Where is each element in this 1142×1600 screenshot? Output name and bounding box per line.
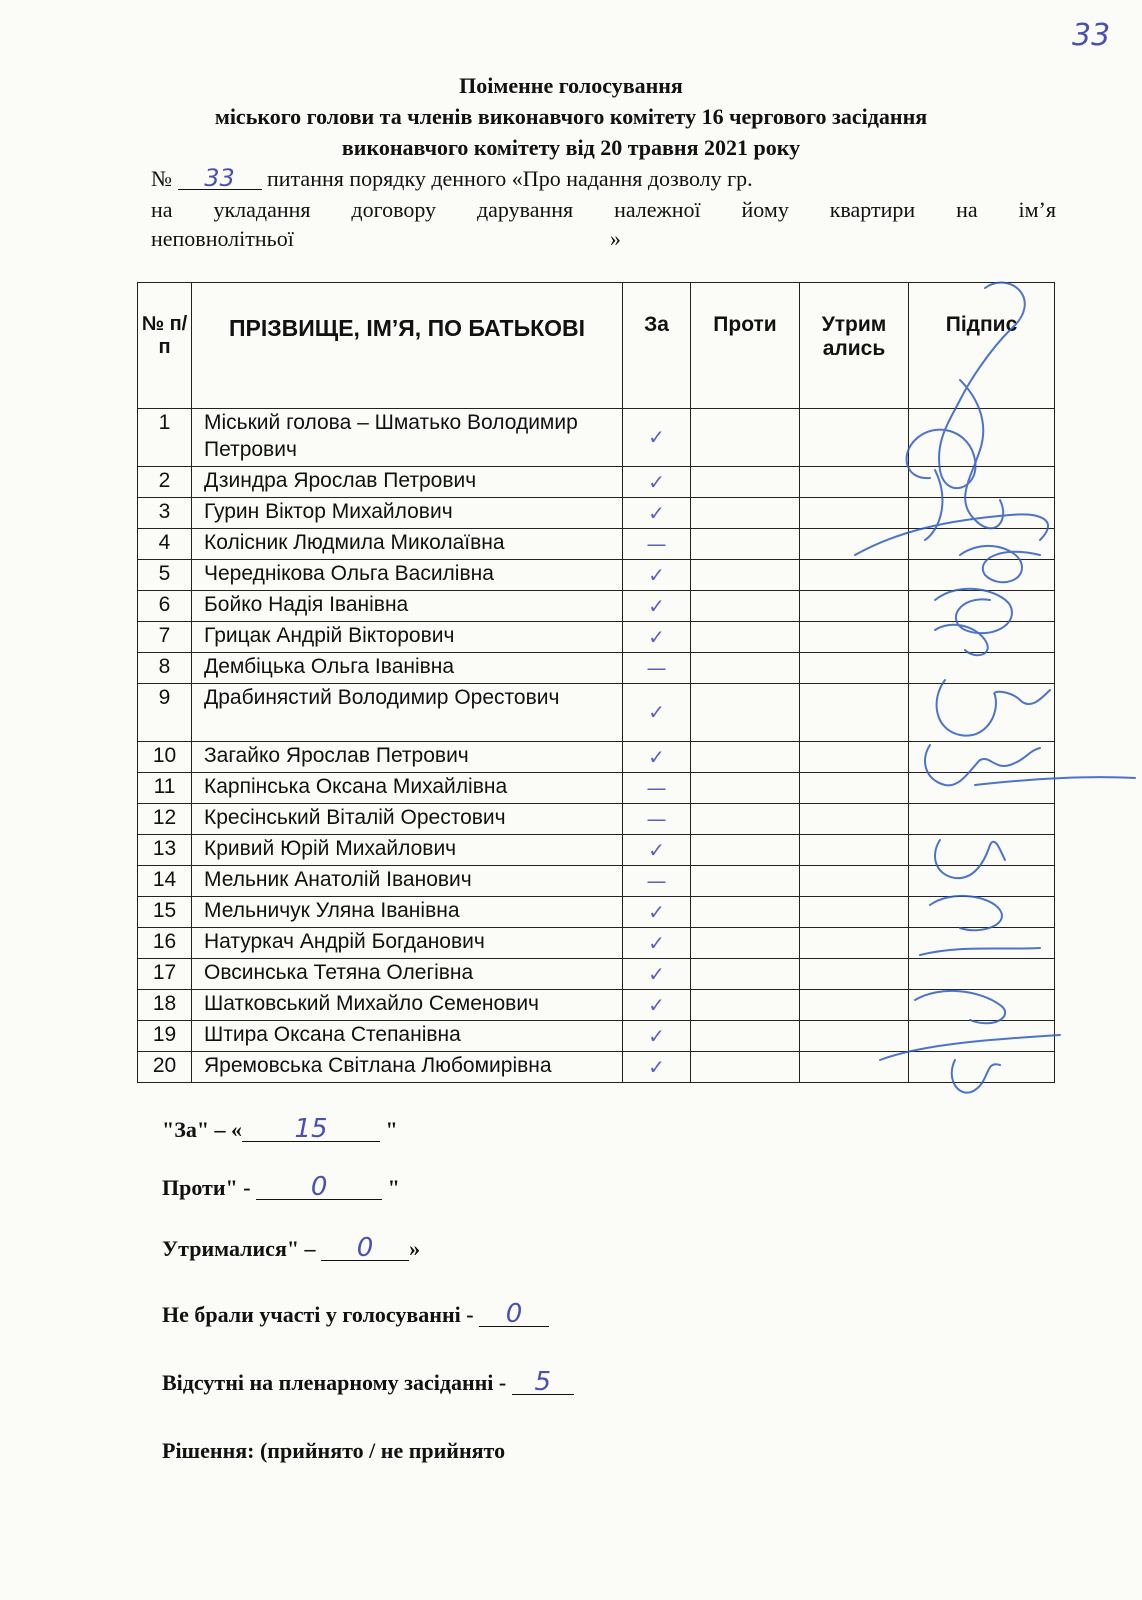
vote-mark: —	[646, 531, 667, 556]
row-vote-against	[691, 653, 800, 684]
row-vote-against	[691, 804, 800, 835]
row-number: 16	[138, 928, 192, 959]
row-number: 12	[138, 804, 192, 835]
agenda-number: 33	[178, 167, 262, 190]
row-number: 11	[138, 773, 192, 804]
row-number: 9	[138, 684, 192, 742]
row-vote-against	[691, 928, 800, 959]
summary-absent	[162, 1367, 574, 1397]
row-name: Череднікова Ольга Василівна	[192, 560, 623, 591]
table-row	[138, 897, 1055, 928]
row-signature	[909, 560, 1055, 591]
summary-absent-value: 5	[512, 1370, 574, 1395]
row-number: 4	[138, 529, 192, 560]
row-vote-for	[623, 959, 691, 990]
table-row	[138, 804, 1055, 835]
vote-mark: —	[646, 806, 667, 831]
row-vote-for	[623, 742, 691, 773]
table-row	[138, 959, 1055, 990]
row-signature	[909, 498, 1055, 529]
row-name: Мельник Анатолій Іванович	[192, 866, 623, 897]
table-row	[138, 684, 1055, 742]
row-name: Загайко Ярослав Петрович	[192, 742, 623, 773]
row-vote-for	[623, 773, 691, 804]
summary-abstained-end: »	[409, 1236, 421, 1261]
summary-abstained	[162, 1233, 421, 1263]
summary-against-end: "	[387, 1175, 400, 1200]
summary-decision: Рішення: (прийнято / не прийнято	[162, 1438, 506, 1463]
agenda-number-prefix: №	[151, 166, 172, 191]
row-vote-against	[691, 622, 800, 653]
row-vote-against	[691, 1021, 800, 1052]
row-signature	[909, 990, 1055, 1021]
row-number: 20	[138, 1052, 192, 1083]
row-number: 14	[138, 866, 192, 897]
row-vote-against	[691, 835, 800, 866]
row-name: Яремовська Світлана Любомирівна	[192, 1052, 623, 1083]
agenda-line-1	[151, 166, 1056, 192]
row-number: 5	[138, 560, 192, 591]
table-row	[138, 742, 1055, 773]
row-signature	[909, 529, 1055, 560]
row-vote-against	[691, 409, 800, 467]
row-vote-abstained	[800, 990, 909, 1021]
row-signature	[909, 1021, 1055, 1052]
row-vote-for	[623, 928, 691, 959]
row-number: 3	[138, 498, 192, 529]
row-name: Грицак Андрій Вікторович	[192, 622, 623, 653]
row-vote-abstained	[800, 835, 909, 866]
doc-date-line: виконавчого комітету від 20 травня 2021 року	[341, 135, 801, 160]
voting-table	[137, 282, 1055, 1083]
summary-against-label: Проти" -	[162, 1175, 251, 1200]
row-vote-for	[623, 897, 691, 928]
row-number: 17	[138, 959, 192, 990]
row-name: Карпінська Оксана Михайлівна	[192, 773, 623, 804]
row-vote-against	[691, 467, 800, 498]
table-row	[138, 591, 1055, 622]
table-row	[138, 835, 1055, 866]
row-vote-for	[623, 498, 691, 529]
row-vote-for	[623, 990, 691, 1021]
agenda-line-3	[151, 226, 1056, 252]
row-vote-against	[691, 897, 800, 928]
vote-mark: —	[646, 868, 667, 893]
header-signature: Підпис	[909, 283, 1055, 409]
header-against: Проти	[691, 283, 800, 409]
row-signature	[909, 653, 1055, 684]
agenda-line-3-end: »	[609, 226, 621, 251]
row-vote-abstained	[800, 560, 909, 591]
vote-mark: ✓	[648, 562, 665, 587]
table-header-row	[138, 283, 1055, 409]
vote-mark: —	[646, 655, 667, 680]
row-vote-abstained	[800, 622, 909, 653]
row-signature	[909, 742, 1055, 773]
row-name: Міський голова – Шматько Володимир Петрович	[192, 409, 623, 467]
row-vote-for	[623, 1021, 691, 1052]
row-vote-abstained	[800, 653, 909, 684]
table-row	[138, 990, 1055, 1021]
row-vote-abstained	[800, 467, 909, 498]
vote-mark: ✓	[648, 624, 665, 649]
summary-for	[162, 1114, 398, 1144]
row-vote-against	[691, 560, 800, 591]
row-number: 19	[138, 1021, 192, 1052]
table-row	[138, 560, 1055, 591]
row-vote-for	[623, 804, 691, 835]
row-signature	[909, 409, 1055, 467]
summary-not-voted-value: 0	[479, 1302, 549, 1327]
row-vote-for	[623, 467, 691, 498]
vote-mark: ✓	[648, 899, 665, 924]
row-vote-abstained	[800, 959, 909, 990]
vote-mark: ✓	[648, 837, 665, 862]
row-vote-abstained	[800, 498, 909, 529]
row-name: Кресінський Віталій Орестович	[192, 804, 623, 835]
vote-mark: —	[646, 775, 667, 800]
table-row	[138, 653, 1055, 684]
table-row	[138, 1052, 1055, 1083]
header-name: ПРІЗВИЩЕ, ІМ’Я, ПО БАТЬКОВІ	[192, 283, 623, 409]
row-vote-for	[623, 653, 691, 684]
doc-subtitle: міського голови та членів виконавчого комітету 16 чергового засідання	[214, 104, 928, 129]
vote-mark: ✓	[648, 930, 665, 955]
row-vote-against	[691, 742, 800, 773]
summary-for-label: "За" – «	[162, 1117, 243, 1142]
agenda-text: питання порядку денного «Про надання дозволу гр.	[267, 166, 753, 191]
row-vote-abstained	[800, 804, 909, 835]
row-name: Штира Оксана Степанівна	[192, 1021, 623, 1052]
row-vote-against	[691, 773, 800, 804]
row-signature	[909, 835, 1055, 866]
vote-mark: ✓	[648, 500, 665, 525]
row-number: 15	[138, 897, 192, 928]
row-vote-abstained	[800, 1021, 909, 1052]
row-vote-against	[691, 866, 800, 897]
row-signature	[909, 622, 1055, 653]
summary-absent-label: Відсутні на пленарному засіданні -	[162, 1370, 507, 1395]
row-signature	[909, 684, 1055, 742]
agenda-line-2: на укладання договору дарування належної йому квартири на ім’я	[151, 197, 1056, 222]
header-for: За	[623, 283, 691, 409]
vote-mark: ✓	[648, 469, 665, 494]
summary-not-voted	[162, 1299, 549, 1329]
header-number: № п/ п	[138, 283, 192, 409]
row-vote-abstained	[800, 866, 909, 897]
row-number: 7	[138, 622, 192, 653]
row-vote-abstained	[800, 928, 909, 959]
table-row	[138, 773, 1055, 804]
vote-mark: ✓	[648, 425, 665, 449]
vote-mark: ✓	[648, 744, 665, 769]
row-vote-for	[623, 1052, 691, 1083]
row-vote-for	[623, 866, 691, 897]
row-signature	[909, 1052, 1055, 1083]
table-row	[138, 467, 1055, 498]
row-number: 2	[138, 467, 192, 498]
row-vote-abstained	[800, 684, 909, 742]
row-name: Овсинська Тетяна Олегівна	[192, 959, 623, 990]
row-signature	[909, 804, 1055, 835]
row-number: 6	[138, 591, 192, 622]
vote-mark: ✓	[648, 992, 665, 1017]
row-name: Колісник Людмила Миколаївна	[192, 529, 623, 560]
row-name: Дембіцька Ольга Іванівна	[192, 653, 623, 684]
row-number: 13	[138, 835, 192, 866]
agenda-line-3-start: неповнолітньої	[151, 226, 294, 251]
row-vote-for	[623, 409, 691, 467]
table-row	[138, 622, 1055, 653]
row-vote-abstained	[800, 591, 909, 622]
row-vote-for	[623, 591, 691, 622]
row-signature	[909, 591, 1055, 622]
table-row	[138, 866, 1055, 897]
header-abstained: Утрим ались	[800, 283, 909, 409]
table-row	[138, 1021, 1055, 1052]
row-name: Шатковський Михайло Семенович	[192, 990, 623, 1021]
table-row	[138, 409, 1055, 467]
vote-mark: ✓	[648, 700, 665, 724]
vote-mark: ✓	[648, 1054, 665, 1079]
row-vote-against	[691, 990, 800, 1021]
summary-for-value: 15	[242, 1117, 380, 1142]
row-signature	[909, 773, 1055, 804]
row-number: 10	[138, 742, 192, 773]
row-name: Кривий Юрій Михайлович	[192, 835, 623, 866]
row-vote-against	[691, 684, 800, 742]
row-vote-abstained	[800, 1052, 909, 1083]
row-vote-against	[691, 529, 800, 560]
row-name: Бойко Надія Іванівна	[192, 591, 623, 622]
row-vote-for	[623, 622, 691, 653]
row-vote-for	[623, 684, 691, 742]
row-vote-for	[623, 560, 691, 591]
row-vote-abstained	[800, 742, 909, 773]
row-name: Гурин Віктор Михайлович	[192, 498, 623, 529]
summary-not-voted-label: Не брали участі у голосуванні -	[162, 1302, 474, 1327]
row-number: 8	[138, 653, 192, 684]
summary-against	[162, 1172, 400, 1202]
page-number: 33	[1072, 18, 1111, 53]
summary-abstained-value: 0	[321, 1236, 409, 1261]
row-vote-against	[691, 591, 800, 622]
doc-title: Поіменне голосування	[459, 73, 683, 98]
table-row	[138, 498, 1055, 529]
row-vote-abstained	[800, 773, 909, 804]
row-vote-abstained	[800, 409, 909, 467]
row-vote-abstained	[800, 529, 909, 560]
vote-mark: ✓	[648, 1023, 665, 1048]
row-vote-for	[623, 529, 691, 560]
row-name: Дзиндра Ярослав Петрович	[192, 467, 623, 498]
row-number: 1	[138, 409, 192, 467]
row-vote-for	[623, 835, 691, 866]
vote-mark: ✓	[648, 593, 665, 618]
row-signature	[909, 928, 1055, 959]
row-number: 18	[138, 990, 192, 1021]
row-vote-against	[691, 498, 800, 529]
row-vote-against	[691, 959, 800, 990]
table-row	[138, 529, 1055, 560]
row-name: Натуркач Андрій Богданович	[192, 928, 623, 959]
summary-abstained-label: Утрималися" –	[162, 1236, 316, 1261]
vote-mark: ✓	[648, 961, 665, 986]
row-signature	[909, 467, 1055, 498]
row-signature	[909, 897, 1055, 928]
summary-against-value: 0	[256, 1175, 382, 1200]
row-name: Драбинястий Володимир Орестович	[192, 684, 623, 742]
row-vote-against	[691, 1052, 800, 1083]
summary-for-end: "	[385, 1117, 398, 1142]
row-vote-abstained	[800, 897, 909, 928]
row-signature	[909, 866, 1055, 897]
table-row	[138, 928, 1055, 959]
row-signature	[909, 959, 1055, 990]
row-name: Мельничук Уляна Іванівна	[192, 897, 623, 928]
